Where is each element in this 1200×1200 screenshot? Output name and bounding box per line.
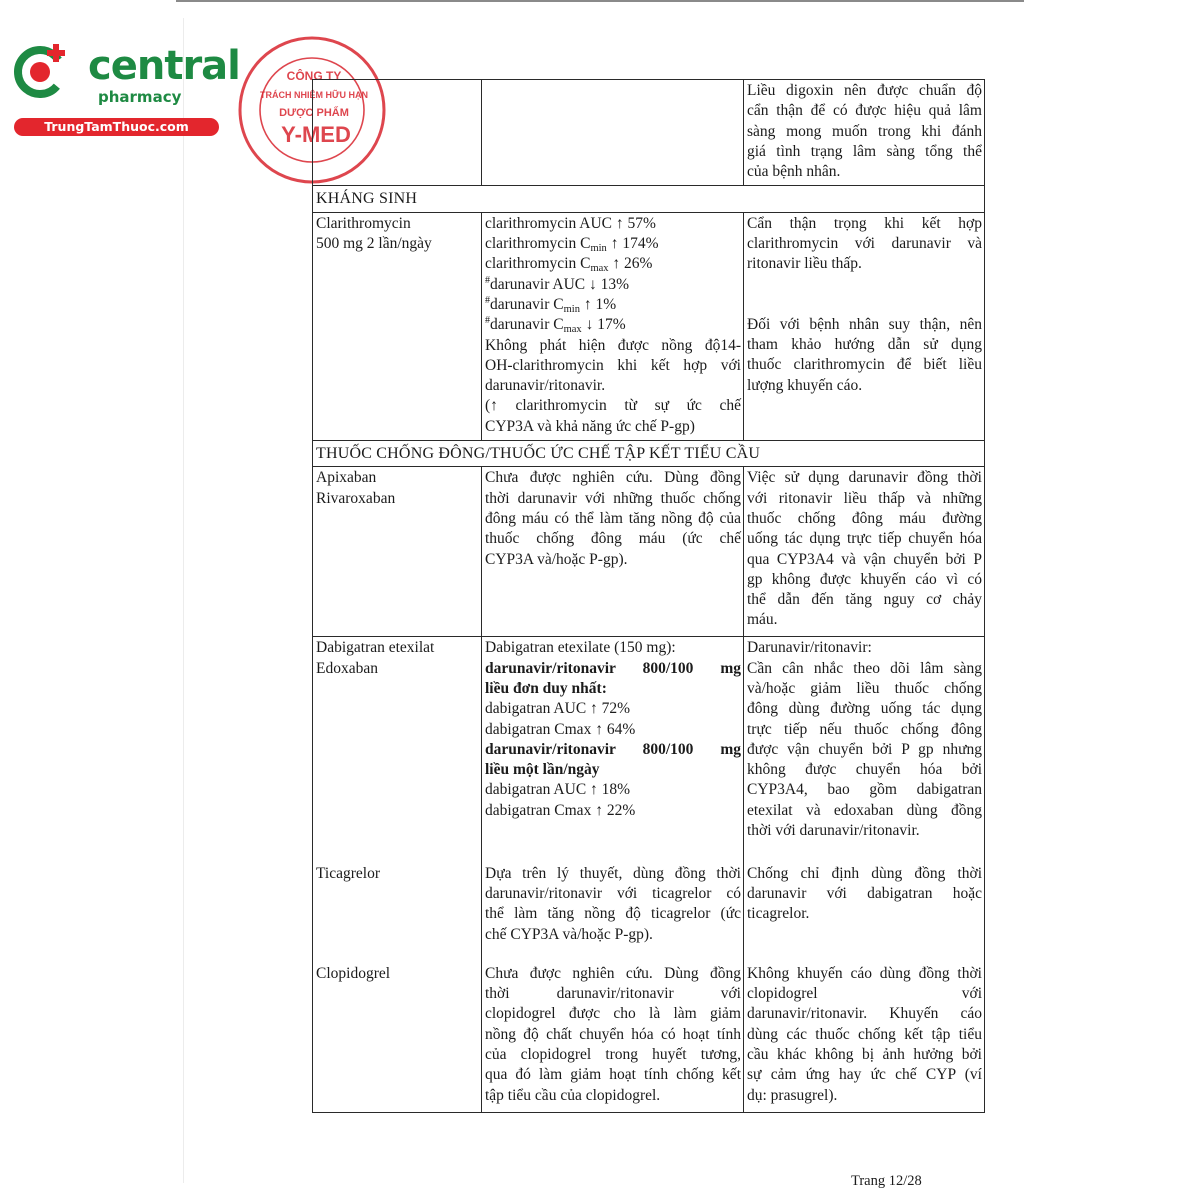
effect-line: chế CYP3A và/hoặc P-gp). bbox=[485, 925, 653, 943]
text-line: tham khảo hướng dẫn sử dụng bbox=[747, 335, 982, 353]
effect-line: #darunavir $C_{max}$ ↓ 17% bbox=[485, 315, 626, 336]
table-row bbox=[313, 467, 985, 637]
drug-cell bbox=[313, 637, 482, 863]
effect-line: #darunavir AUC ↓ 13% bbox=[485, 274, 630, 293]
drug-dose: 500 mg 2 lần/ngày bbox=[316, 235, 432, 253]
drug-cell bbox=[313, 212, 482, 440]
text-line: và/hoặc giảm liều thuốc chống bbox=[747, 679, 982, 697]
effect-line: Dựa trên lý thuyết, dùng đồng thời bbox=[485, 864, 741, 882]
drug-cell bbox=[313, 863, 482, 963]
text-line: ritonavir liều thấp. bbox=[747, 255, 862, 273]
table-row bbox=[313, 80, 985, 186]
table-row bbox=[313, 212, 985, 440]
scan-top-edge bbox=[176, 0, 1024, 2]
effect-cell bbox=[482, 963, 744, 1113]
text-line: thể dẫn đến tăng nguy cơ chảy bbox=[747, 591, 982, 609]
effect-line: Dabigatran etexilate (150 mg): bbox=[485, 639, 676, 657]
section-anticoagulants: THUỐC CHỐNG ĐÔNG/THUỐC ỨC CHẾ TẬP KẾT TIỂU CẦU bbox=[313, 441, 985, 467]
effect-line: clarithromycin $C_{max}$ ↑ 26% bbox=[485, 255, 653, 275]
paragraph-gap bbox=[747, 275, 982, 315]
text-line: của bệnh nhân. bbox=[747, 163, 841, 181]
text-line: dụ: prasugrel). bbox=[747, 1086, 838, 1104]
text-line: clarithromycin với darunavir và bbox=[747, 235, 982, 253]
effect-line: clarithromycin $C_{min}$ ↑ 174% bbox=[485, 235, 659, 255]
drug-cell bbox=[313, 963, 482, 1113]
effect-line: CYP3A và/hoặc P-gp). bbox=[485, 550, 628, 568]
effect-line: của clopidogrel trong huyết tương, bbox=[485, 1046, 741, 1064]
text-line: cẩn thận để có được hiệu quả lâm bbox=[747, 102, 982, 120]
text-line: thuốc clarithromycin để biết liều bbox=[747, 356, 982, 374]
logo-subtitle: pharmacy bbox=[98, 88, 182, 106]
effect-cell bbox=[482, 80, 744, 186]
text-line: được vận chuyển bởi P gp nhưng bbox=[747, 740, 982, 758]
logo-website-bar bbox=[14, 118, 219, 136]
text-line: với ritonavir liều thấp và những bbox=[747, 489, 982, 507]
recommendation-cell bbox=[744, 963, 985, 1113]
text-line: Đối với bệnh nhân suy thận, nên bbox=[747, 315, 982, 333]
recommendation-cell bbox=[744, 80, 985, 186]
text-line: darunavir/ritonavir. Khuyến cáo bbox=[747, 1005, 982, 1023]
effect-line: darunavir/ritonavir. bbox=[485, 377, 606, 395]
effect-line: CYP3A và khả năng ức chế P-gp) bbox=[485, 417, 695, 435]
effect-line: thuốc chống đông máu (ức chế bbox=[485, 530, 741, 548]
drug-name: Dabigatran etexilat bbox=[316, 639, 435, 657]
drug-name: Edoxaban bbox=[316, 659, 378, 677]
effect-line-bold: liều một lần/ngày bbox=[485, 761, 600, 779]
text-line: Chống chỉ định dùng đồng thời bbox=[747, 864, 982, 882]
text-line: thời với darunavir/ritonavir. bbox=[747, 822, 920, 840]
logo-name: central bbox=[88, 43, 240, 89]
effect-line: tập tiểu cầu của clopidogrel. bbox=[485, 1086, 661, 1104]
section-antibiotics: KHÁNG SINH bbox=[313, 186, 985, 212]
text-line: Cẩn thận trọng khi kết hợp bbox=[747, 214, 982, 232]
text-line: CYP3A4, bao gồm dabigatran bbox=[747, 781, 982, 799]
text-line: Việc sử dụng darunavir đồng thời bbox=[747, 469, 982, 487]
stamp-line-3: DƯỢC PHẨM bbox=[279, 107, 349, 119]
effect-line: clopidogrel được cho là làm giảm bbox=[485, 1005, 741, 1023]
text-line: darunavir với dabigatran hoặc bbox=[747, 885, 982, 903]
interaction-table bbox=[312, 79, 985, 1113]
effect-line: thời darunavir/ritonavir với bbox=[485, 985, 741, 1003]
text-line: giá tình trạng lâm sàng tổng thể bbox=[747, 142, 982, 160]
recommendation-cell bbox=[744, 467, 985, 637]
effect-line: qua đó làm giảm hoạt tính chống kết bbox=[485, 1066, 741, 1084]
effect-line: nồng độ chất chuyển hóa có hoạt tính bbox=[485, 1025, 741, 1043]
page-edge-shadow bbox=[183, 18, 184, 1183]
page-number: Trang 12/28 bbox=[851, 1173, 922, 1189]
text-line: etexilat và edoxaban dùng đồng bbox=[747, 801, 982, 819]
recommendation-cell bbox=[744, 863, 985, 963]
effect-cell bbox=[482, 637, 744, 863]
text-line: ticagrelor. bbox=[747, 905, 810, 923]
effect-line-bold: darunavir/ritonavir 800/100 mg bbox=[485, 659, 741, 677]
drug-name: Ticagrelor bbox=[316, 864, 380, 882]
text-line: thuốc chống đông máu đường bbox=[747, 509, 982, 527]
text-line: dùng các thuốc chống kết tập tiểu bbox=[747, 1025, 982, 1043]
effect-cell bbox=[482, 467, 744, 637]
effect-cell bbox=[482, 863, 744, 963]
text-line: clopidogrel với bbox=[747, 985, 982, 1003]
effect-line-bold: liều đơn duy nhất: bbox=[485, 679, 607, 697]
stamp-line-1: CÔNG TY bbox=[286, 69, 342, 83]
text-line: sự cảm ứng hay ức chế CYP (ví bbox=[747, 1066, 982, 1084]
text-line: đông dùng đường uống tác dụng bbox=[747, 700, 982, 718]
effect-line: dabigatran AUC ↑ 72% bbox=[485, 700, 631, 718]
text-line: cầu khác không bị ảnh hưởng bởi bbox=[747, 1046, 982, 1064]
effect-line: dabigatran AUC ↑ 18% bbox=[485, 781, 631, 799]
effect-line: đông máu có thể làm tăng nồng độ của bbox=[485, 509, 741, 527]
effect-line: darunavir/ritonavir với ticagrelor có bbox=[485, 885, 741, 903]
effect-line: dabigatran Cmax ↑ 22% bbox=[485, 801, 636, 819]
effect-line: #darunavir $C_{min}$ ↑ 1% bbox=[485, 294, 617, 315]
text-line: gp không được khuyến cáo vì có bbox=[747, 570, 982, 588]
table-row bbox=[313, 963, 985, 1113]
text-line: sàng mong muốn trong khi đánh bbox=[747, 122, 982, 140]
central-pharmacy-logo[interactable] bbox=[10, 36, 240, 136]
text-line: Darunavir/ritonavir: bbox=[747, 639, 872, 657]
effect-line: Chưa được nghiên cứu. Dùng đồng bbox=[485, 964, 741, 982]
table-row bbox=[313, 637, 985, 863]
drug-name: Apixaban bbox=[316, 469, 377, 487]
effect-line: Không phát hiện được nồng độ14- bbox=[485, 336, 741, 354]
text-line: qua CYP3A4 và vận chuyển bởi P bbox=[747, 550, 982, 568]
section-header-row bbox=[313, 186, 985, 212]
effect-line: thời darunavir với những thuốc chống bbox=[485, 489, 741, 507]
text-line: Cần cân nhắc theo dõi lâm sàng bbox=[747, 659, 982, 677]
drug-name: Rivaroxaban bbox=[316, 489, 396, 507]
section-header-row bbox=[313, 441, 985, 467]
drug-cell bbox=[313, 80, 482, 186]
effect-line: dabigatran Cmax ↑ 64% bbox=[485, 720, 636, 738]
effect-line: (↑ clarithromycin từ sự ức chế bbox=[485, 397, 741, 415]
effect-line-bold: darunavir/ritonavir 800/100 mg bbox=[485, 740, 741, 758]
text-line: lượng khuyến cáo. bbox=[747, 376, 863, 394]
text-line: uống tác dụng trực tiếp chuyển hóa bbox=[747, 530, 982, 548]
recommendation-cell bbox=[744, 212, 985, 440]
drug-name: Clopidogrel bbox=[316, 964, 391, 982]
text-line: Liều digoxin nên được chuẩn độ bbox=[747, 82, 982, 99]
text-line: không được chuyển hóa bởi bbox=[747, 761, 982, 779]
effect-cell bbox=[482, 212, 744, 440]
effect-line: Chưa được nghiên cứu. Dùng đồng bbox=[485, 469, 741, 487]
drug-name: Clarithromycin bbox=[316, 214, 411, 232]
pharmacy-cross-icon bbox=[12, 42, 70, 100]
text-line: Không khuyến cáo dùng đồng thời bbox=[747, 964, 982, 982]
effect-line: thể làm tăng nồng độ ticagrelor (ức bbox=[485, 905, 741, 923]
stamp-line-2: TRÁCH NHIỆM HỮU HẠN bbox=[260, 90, 368, 100]
text-line: trực tiếp nếu thuốc chống đông bbox=[747, 720, 982, 738]
drug-cell bbox=[313, 467, 482, 637]
text-line: máu. bbox=[747, 611, 778, 629]
table-row bbox=[313, 863, 985, 963]
recommendation-cell bbox=[744, 637, 985, 863]
logo-website: TrungTamThuoc.com bbox=[44, 119, 189, 134]
stamp-line-4: Y-MED bbox=[281, 122, 351, 147]
effect-line: clarithromycin AUC ↑ 57% bbox=[485, 214, 656, 232]
effect-line: OH-clarithromycin khi kết hợp với bbox=[485, 356, 741, 374]
